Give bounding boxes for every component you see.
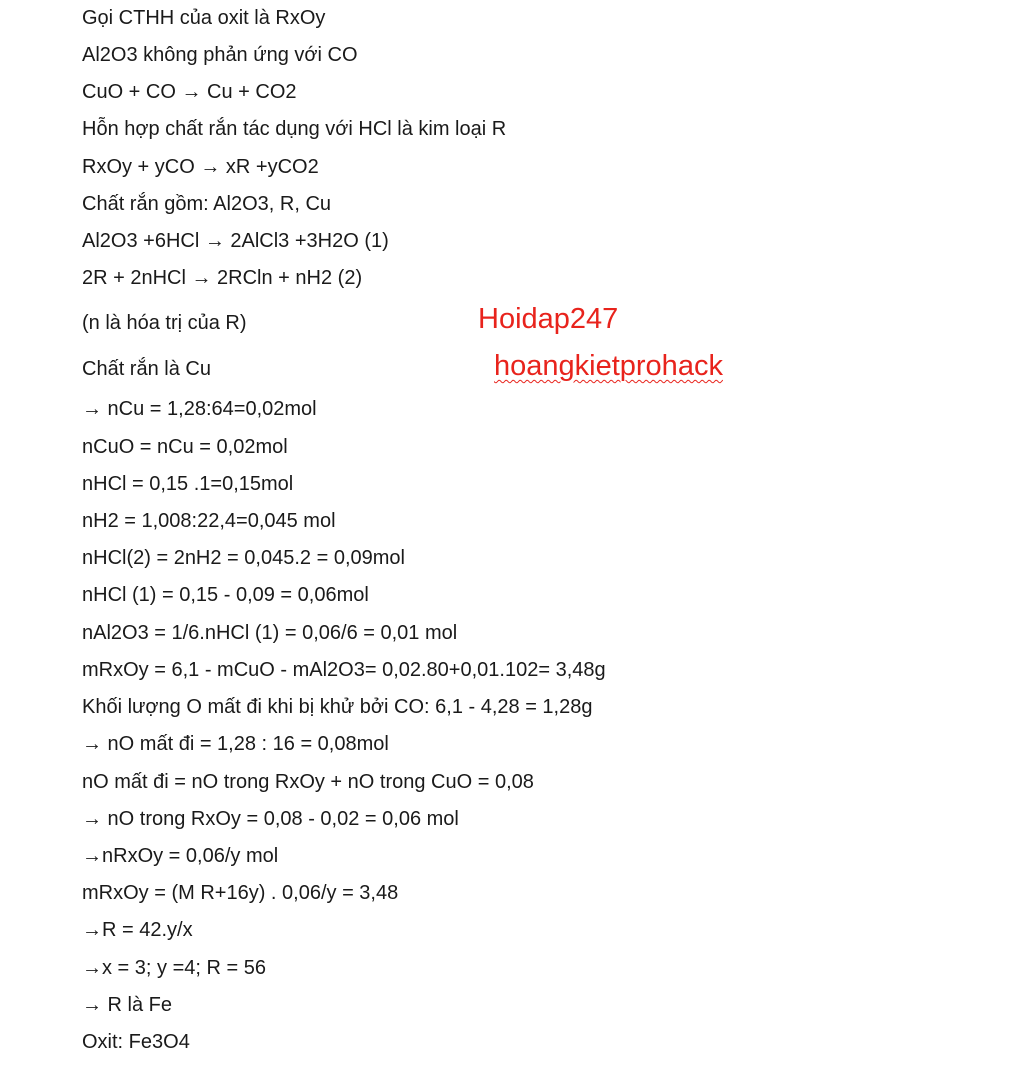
watermark-user: hoangkietprohack (494, 350, 723, 382)
text-line: nAl2O3 = 1/6.nHCl (1) = 0,06/6 = 0,01 mol (82, 622, 458, 644)
text-line: Hỗn hợp chất rắn tác dụng với HCl là kim loại R (82, 118, 507, 140)
text-line: mRxOy = 6,1 - mCuO - mAl2O3= 0,02.80+0,01.102= 3,48g (82, 659, 606, 681)
text-line: → nCu = 1,28:64=0,02mol (82, 398, 317, 420)
text-line: CuO + CO → Cu + CO2 (82, 81, 297, 103)
text-line: nCuO = nCu = 0,02mol (82, 436, 288, 458)
text-line: → nO mất đi = 1,28 : 16 = 0,08mol (82, 733, 389, 755)
text-line: Al2O3 không phản ứng với CO (82, 44, 358, 66)
text-line: Oxit: Fe3O4 (82, 1031, 190, 1053)
text-line: Gọi CTHH của oxit là RxOy (82, 7, 326, 29)
text-line: nHCl (1) = 0,15 - 0,09 = 0,06mol (82, 584, 369, 606)
watermark-site: Hoidap247 (478, 303, 619, 335)
text-line: nO mất đi = nO trong RxOy + nO trong CuO = 0,08 (82, 771, 534, 793)
text-line: Chất rắn gồm: Al2O3, R, Cu (82, 193, 332, 215)
text-line: Chất rắn là Cu (82, 358, 211, 380)
text-line: →x = 3; y =4; R = 56 (82, 957, 266, 979)
text-line: → nO trong RxOy = 0,08 - 0,02 = 0,06 mol (82, 808, 459, 830)
text-line: →nRxOy = 0,06/y mol (82, 845, 279, 867)
text-line: Khối lượng O mất đi khi bị khử bởi CO: 6,1 - 4,28 = 1,28g (82, 696, 593, 718)
text-line: (n là hóa trị của R) (82, 312, 247, 334)
text-line: 2R + 2nHCl → 2RCln + nH2 (2) (82, 267, 363, 289)
text-line: → R là Fe (82, 994, 173, 1016)
text-line: nHCl = 0,15 .1=0,15mol (82, 473, 294, 495)
text-line: mRxOy = (M R+16y) . 0,06/y = 3,48 (82, 882, 399, 904)
text-line: nHCl(2) = 2nH2 = 0,045.2 = 0,09mol (82, 547, 405, 569)
text-line: →R = 42.y/x (82, 919, 193, 941)
text-line: RxOy + yCO → xR +yCO2 (82, 156, 319, 178)
text-line: nH2 = 1,008:22,4=0,045 mol (82, 510, 336, 532)
text-line: Al2O3 +6HCl → 2AlCl3 +3H2O (1) (82, 230, 389, 252)
